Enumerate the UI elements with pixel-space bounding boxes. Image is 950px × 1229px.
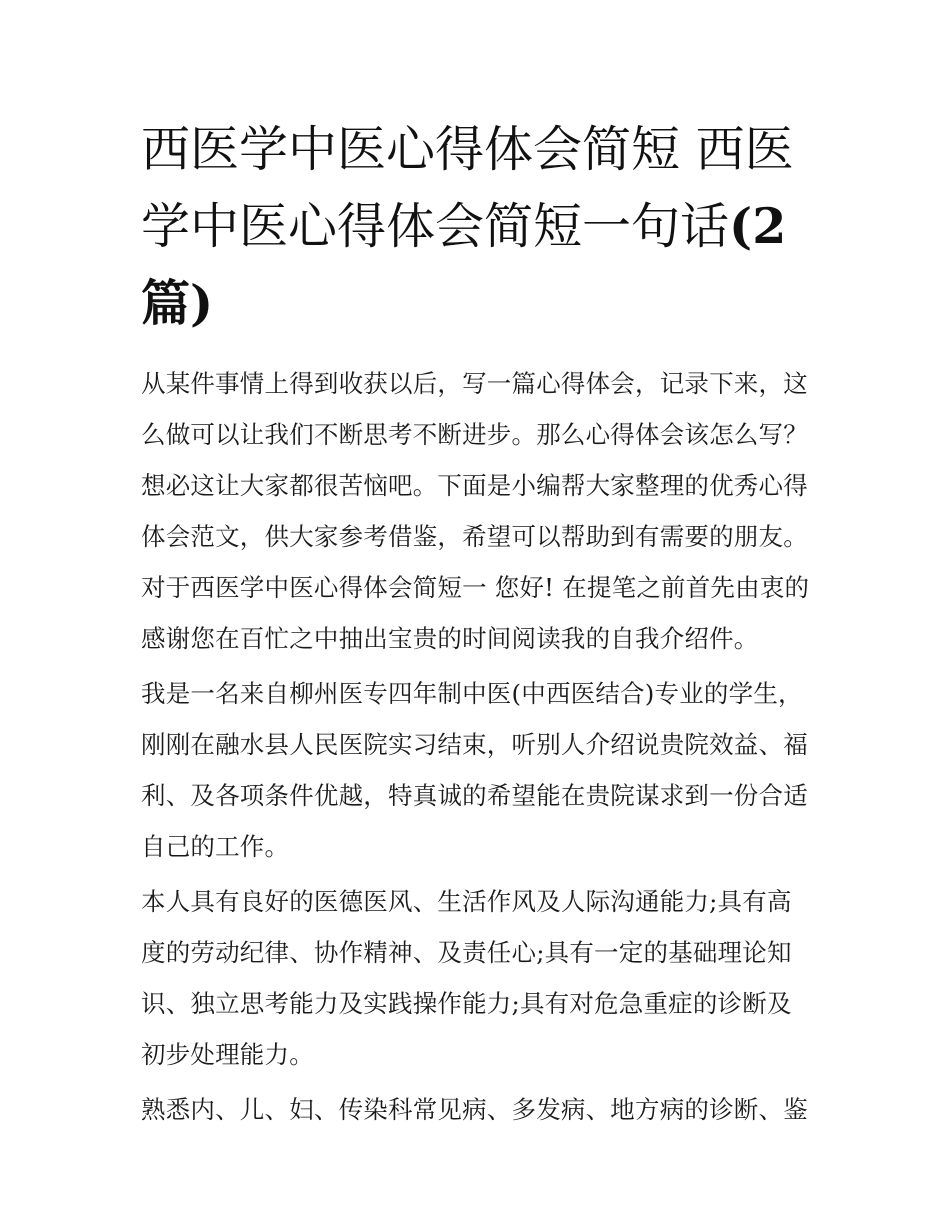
document-body <box>141 358 813 1135</box>
title-suffix-2: 篇) <box>141 274 214 332</box>
title-suffix: (2 <box>729 197 787 255</box>
paragraph-qualities: 本人具有良好的医德医风、生活作风及人际沟通能力;具有高度的劳动纪律、协作精神、及责任心;具有一定的基础理论知识、独立思考能力及实践操作能力;具有对危急重症的诊断及初步处理能力。 <box>141 887 792 1069</box>
paragraph-intro: 从某件事情上得到收获以后，写一篇心得体会，记录下来，这么做可以让我们不断思考不断进步。那么心得体会该怎么写？想必这让大家都很苦恼吧。下面是小编帮大家整理的优秀心得体会范文，供大家参考借鉴，希望可以帮助到有需要的朋友。 <box>141 369 808 551</box>
paragraph-background: 我是一名来自柳州医专四年制中医(中西医结合)专业的学生，刚刚在融水县人民医院实习结束，听别人介绍说贵院效益、福利、及各项条件优越，特真诚的希望能在贵院谋求到一份合适自己的工作。 <box>141 679 808 861</box>
document-page <box>141 112 813 1135</box>
paragraph-skills: 熟悉内、儿、妇、传染科常见病、多发病、地方病的诊断、鉴 <box>141 1095 808 1124</box>
document-title <box>141 112 813 342</box>
paragraph-greeting: 对于西医学中医心得体会简短一 您好! 在提笔之前首先由衷的感谢您在百忙之中抽出宝贵的时间阅读我的自我介绍件。 <box>141 573 810 653</box>
title-main: 西医学中医心得体会简短 西医学中医心得体会简短一句话 <box>141 121 794 255</box>
